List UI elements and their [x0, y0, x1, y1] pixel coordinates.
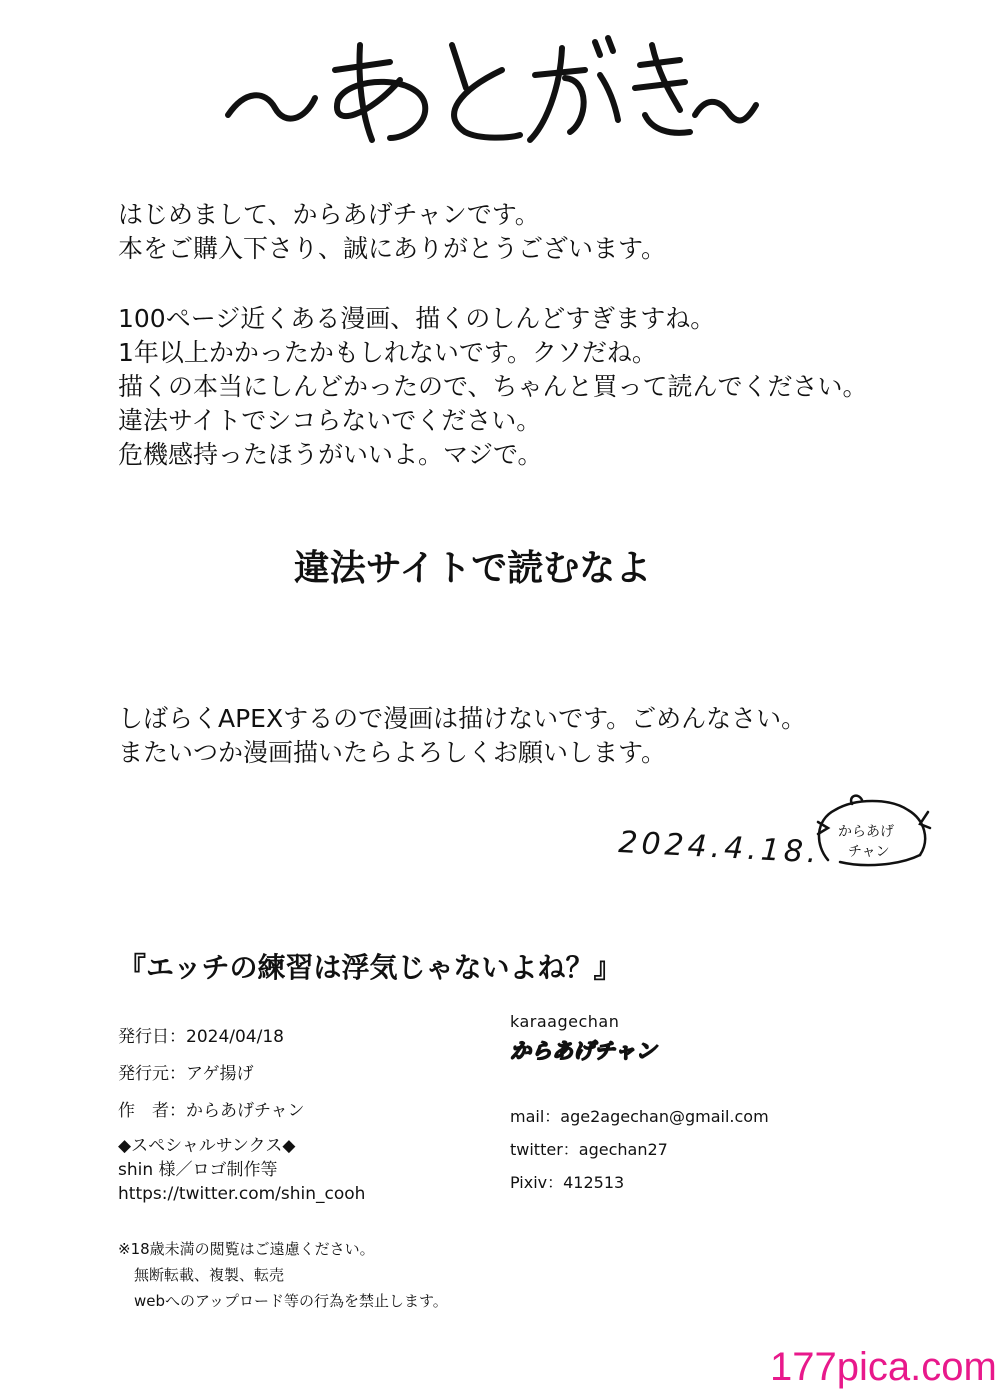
- author-logo: からあげチャン: [510, 1039, 657, 1063]
- contact-mail: mail：age2agechan@gmail.com: [510, 1107, 769, 1126]
- contact-info: [510, 1100, 769, 1199]
- closing-paragraph: [118, 702, 806, 770]
- body-paragraph: [118, 302, 868, 472]
- thanks-heading: ◆スペシャルサンクス◆: [118, 1136, 296, 1156]
- handwritten-signature: [590, 790, 940, 880]
- publication-info: [118, 1022, 305, 1133]
- special-thanks: [118, 1134, 365, 1206]
- body-line: 描くの本当にしんどかったので、ちゃんと買って読んでください。: [118, 372, 868, 401]
- closing-line: しばらくAPEXするので漫画は描けないです。ごめんなさい。: [118, 704, 807, 733]
- notice-line: 無断転載、複製、転売: [134, 1266, 285, 1284]
- svg-text:2024.4.18.: 2024.4.18.: [617, 825, 822, 871]
- svg-text:チャン: チャン: [848, 844, 890, 860]
- warning-heading: 違法サイトで読むなよ: [293, 548, 652, 589]
- body-line: 危機感持ったほうがいいよ。マジで。: [118, 440, 543, 469]
- intro-line: 本をご購入下さり、誠にありがとうございます。: [118, 234, 667, 263]
- age-notice: [118, 1236, 448, 1314]
- author-romaji: karaagechan: [510, 1012, 620, 1031]
- intro-paragraph: [118, 198, 666, 266]
- author-credit: 作 者：からあげチャン: [118, 1101, 305, 1121]
- closing-line: またいつか漫画描いたらよろしくお願いします。: [118, 738, 667, 767]
- contact-twitter: twitter：agechan27: [510, 1140, 668, 1159]
- author-block: [510, 1012, 656, 1065]
- notice-line: webへのアップロード等の行為を禁止します。: [134, 1292, 448, 1310]
- thanks-credit: shin 様／ロゴ制作等: [118, 1160, 278, 1180]
- svg-text:からあげ: からあげ: [838, 824, 894, 840]
- body-line: 違法サイトでシコらないでください。: [118, 406, 542, 435]
- thanks-url: https://twitter.com/shin_cooh: [118, 1184, 366, 1204]
- body-line: 1年以上かかったかもしれないです。クソだね。: [118, 338, 657, 367]
- contact-pixiv: Pixiv：412513: [510, 1173, 625, 1192]
- publisher: 発行元：アゲ揚げ: [118, 1064, 254, 1084]
- handwritten-title: [190, 20, 770, 150]
- body-line: 100ページ近くある漫画、描くのしんどすぎますね。: [118, 304, 716, 333]
- watermark: 177pica.com: [770, 1345, 997, 1389]
- intro-line: はじめまして、からあげチャンです。: [118, 200, 540, 229]
- book-title: 『エッチの練習は浮気じゃないよね？』: [118, 951, 622, 984]
- publication-date: 発行日：2024/04/18: [118, 1027, 284, 1047]
- notice-line: ※18歳未満の閲覧はご遠慮ください。: [118, 1240, 375, 1258]
